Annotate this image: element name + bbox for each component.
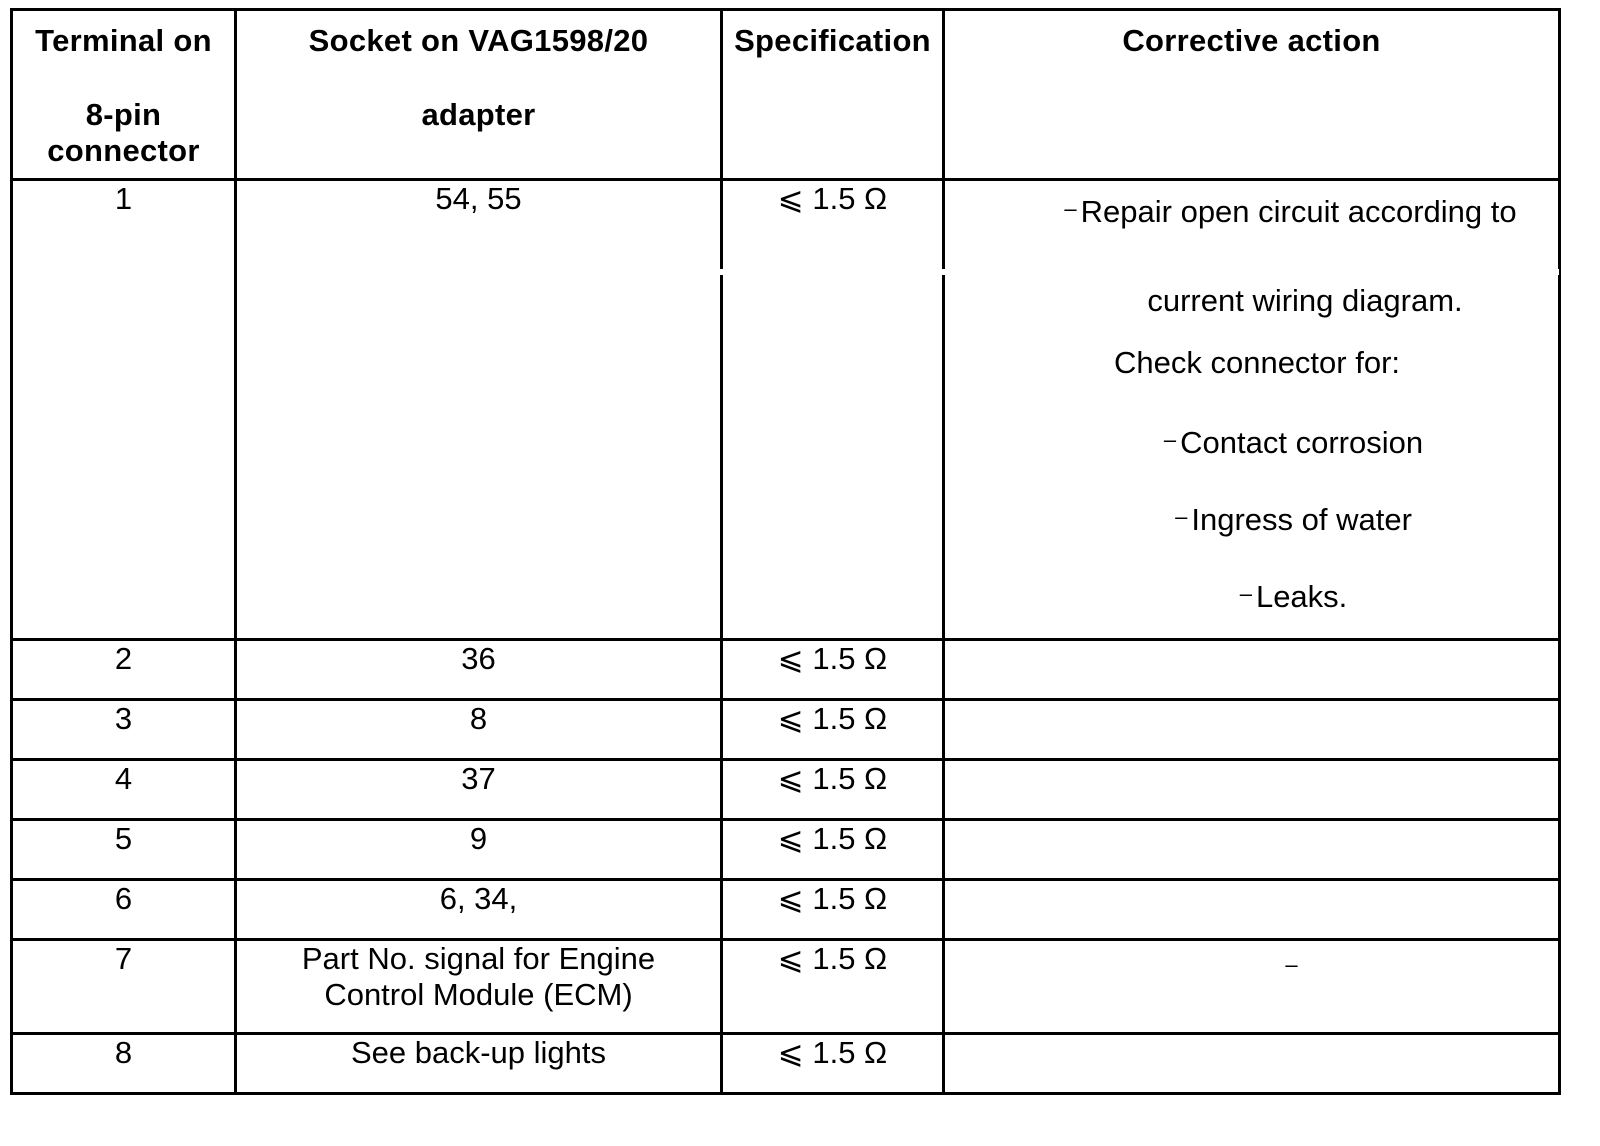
socket-cell: 8 <box>236 700 722 760</box>
terminal-cell: 5 <box>12 820 236 880</box>
table-row <box>12 880 1560 940</box>
header-specification-label: Specification <box>734 23 931 58</box>
check-item-corrosion <box>945 420 1558 497</box>
corrective-action-cell <box>944 700 1560 760</box>
corrective-action-cell <box>944 640 1560 700</box>
terminal-cell: 6 <box>12 880 236 940</box>
socket-cell: See back-up lights <box>236 1034 722 1094</box>
check-item-text: Ingress of water <box>1191 502 1412 537</box>
check-item-water <box>945 497 1558 574</box>
table-row <box>12 640 1560 700</box>
spec-cell: ⩽ 1.5 Ω <box>722 880 944 940</box>
socket-line-1: Part No. signal for Engine <box>301 941 656 976</box>
header-terminal <box>12 10 236 180</box>
corrective-action-cell <box>944 820 1560 880</box>
terminal-cell: 3 <box>12 700 236 760</box>
header-terminal-line1: Terminal on <box>35 23 212 58</box>
corrective-action-cell <box>944 940 1560 1034</box>
table-row <box>12 940 1560 1034</box>
header-terminal-line2: 8-pin <box>85 97 162 132</box>
spec-cell: ⩽ 1.5 Ω <box>722 940 944 1034</box>
socket-cell <box>236 940 722 1034</box>
terminal-cell: 8 <box>12 1034 236 1094</box>
corrective-action-cell <box>944 880 1560 940</box>
spec-cell: ⩽ 1.5 Ω <box>722 640 944 700</box>
corrective-action-text <box>945 181 1558 614</box>
dash-marker: ‒ <box>1064 196 1077 221</box>
socket-cell: 37 <box>236 760 722 820</box>
header-corrective-label: Corrective action <box>1122 23 1381 58</box>
terminal-cell: 4 <box>12 760 236 820</box>
repair-text-1: Repair open circuit according to <box>1080 194 1517 229</box>
header-socket-line2: adapter <box>421 97 536 132</box>
rule-gap <box>717 269 725 275</box>
header-terminal-line3: connector <box>47 133 200 168</box>
terminal-test-table <box>10 8 1561 1095</box>
spec-cell: ⩽ 1.5 Ω <box>722 820 944 880</box>
header-socket <box>236 10 722 180</box>
rule-gap <box>1551 269 1559 275</box>
header-row <box>12 10 1560 180</box>
spec-cell: ⩽ 1.5 Ω <box>722 1034 944 1094</box>
socket-cell: 6, 34, <box>236 880 722 940</box>
corrective-action-cell <box>944 760 1560 820</box>
spec-cell: ⩽ 1.5 Ω <box>722 700 944 760</box>
spec-cell: ⩽ 1.5 Ω <box>722 180 944 640</box>
table-row <box>12 700 1560 760</box>
socket-cell: 9 <box>236 820 722 880</box>
repair-line-2: current wiring diagram. <box>1147 283 1463 318</box>
dash-marker: ‒ <box>1175 504 1188 529</box>
socket-cell: 54, 55 <box>236 180 722 640</box>
corrective-action-cell <box>944 180 1560 640</box>
header-corrective-action <box>944 10 1560 180</box>
table-row <box>12 1034 1560 1094</box>
table-row <box>12 180 1560 640</box>
document-page <box>10 8 1558 1096</box>
check-item-leaks <box>945 574 1558 614</box>
socket-line-2: Control Module (ECM) <box>324 977 633 1012</box>
spec-cell: ⩽ 1.5 Ω <box>722 760 944 820</box>
dash-marker: ‒ <box>1285 952 1298 977</box>
table-row <box>12 820 1560 880</box>
header-specification <box>722 10 944 180</box>
check-connector-label: Check connector for: <box>1113 345 1401 380</box>
check-item-text: Leaks. <box>1255 579 1348 614</box>
check-item-text: Contact corrosion <box>1180 425 1424 460</box>
dash-marker: ‒ <box>1163 427 1177 452</box>
terminal-cell: 7 <box>12 940 236 1034</box>
table-row <box>12 760 1560 820</box>
repair-line-1 <box>945 181 1558 265</box>
rule-gap <box>939 269 947 275</box>
header-socket-line1: Socket on VAG1598/20 <box>308 23 649 58</box>
socket-cell: 36 <box>236 640 722 700</box>
dash-marker: ‒ <box>1239 581 1252 606</box>
terminal-cell: 2 <box>12 640 236 700</box>
terminal-cell: 1 <box>12 180 236 640</box>
corrective-action-cell <box>944 1034 1560 1094</box>
